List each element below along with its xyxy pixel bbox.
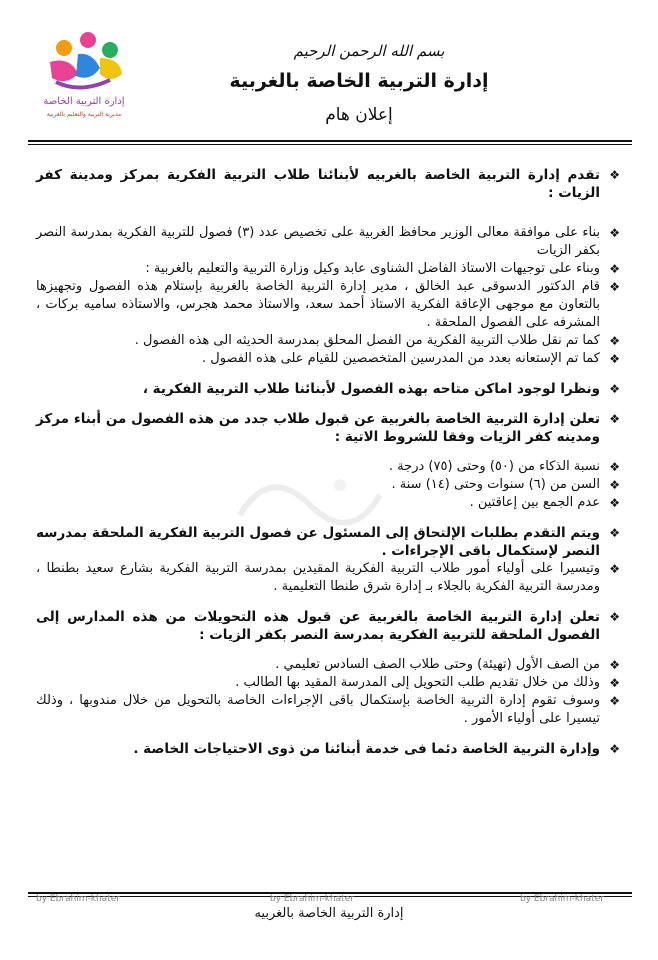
- announcement-label: إعلان هام: [325, 105, 393, 125]
- footer-text: إدارة التربية الخاصة بالغربيه: [254, 906, 404, 921]
- logo-title: إدارة التربية الخاصة: [43, 96, 125, 107]
- teachers-paragraph: ❖ كما تم الإستعانه بعدد من المدرسين المتخصصين للقيام على هذه الفصول .: [36, 350, 620, 368]
- condition-age: ❖ السن من (٦) سنوات وحتى (١٤) سنة .: [36, 476, 620, 494]
- condition-iq: ❖ نسبة الذكاء من (٥٠) وحتى (٧٥) درجة .: [36, 458, 620, 476]
- footer-watermark-left: by Ebrahim-khater: [36, 894, 120, 904]
- page-title: إدارة التربية الخاصة بالغربية: [229, 70, 489, 92]
- special-education-logo: [30, 28, 138, 120]
- admission-paragraph: ❖ تعلن إدارة التربية الخاصة بالغربية عن قبول طلاب جدد من هذه الفصول من أبناء مركز ومدينه كفر الزيات وفقا للشروط الاتية :: [36, 410, 620, 446]
- transfer-request: ❖ وذلك من خلال تقديم طلب التحويل إلى المدرسة المقيد بها الطالب .: [36, 674, 620, 692]
- transfer-grades: ❖ من الصف الأول (تهيئة) وحتى طلاب الصف السادس تعليمي .: [36, 656, 620, 674]
- preparation-paragraph: ❖ قام الدكتور الدسوقى عبد الخالق ، مدير إدارة التربية الخاصة بالغربية بإستلام هذه الفصول وتجهيزها بالتعاون مع موجهى الإعاقة الفكرية الاستاذ أحمد سعد، والاستاذ محمد هجرس، والاستاذه ساميه بركات ، المشرفه على الفصول الملحقة .: [36, 278, 620, 332]
- transfers-paragraph: ❖ تعلن إدارة التربية الخاصة بالغربية عن قبول هذه التحويلات من هذه المدارس إلى الفصول الملحقة للتربية الفكرية بمدرسة النصر بكفر الزيات :: [36, 608, 620, 644]
- closing-paragraph: ❖ وإدارة التربية الخاصة دئما فى خدمة أبنائنا من ذوى الاحتياجات الخاصة .: [36, 740, 620, 758]
- basmala: بسم الله الرحمن الرحيم: [293, 42, 445, 60]
- decision-paragraph: ❖ بناء على موافقة معالى الوزير محافظ الغربية على تخصيص عدد (٣) فصول للتربية الفكرية بمدرسة النصر بكفر الزيات: [36, 224, 620, 260]
- announcement-body: [36, 166, 620, 758]
- footer-watermark-center: by Ebrahim-khater: [270, 894, 354, 904]
- transfer-paragraph: ❖ كما تم نقل طلاب التربية الفكرية من الفصل المحلق بمدرسة الحديثه الى هذه الفصول .: [36, 332, 620, 350]
- application-paragraph: ❖ ويتم التقدم بطلبات الإلتحاق إلى المسئول عن فصول التربية الفكرية الملحقة بمدرسه النصر لإستكمال باقى الإجراءات .: [36, 524, 620, 560]
- intro-paragraph: ❖ تقدم إدارة التربية الخاصة بالغربيه لأبنائنا طلاب التربية الفكرية بمركز ومدينة كفر الزيات :: [36, 166, 620, 202]
- availability-paragraph: ❖ ونظرا لوجود اماكن متاحه بهذه الفصول لأبنائنا طلاب التربية الفكرية ،: [36, 380, 620, 398]
- directives-paragraph: ❖ وبناء على توجيهات الاستاذ الفاضل الشناوى عابد وكيل وزارة التربية والتعليم بالغربية :: [36, 260, 620, 278]
- transfer-procedures: ❖ وسوف تقوم إدارة التربية الخاصة بإستكمال باقى الإجراءات الخاصة بالتحويل من خلال مندوبها ، وذلك تيسيرا على أولياء الأمور .: [36, 692, 620, 728]
- footer-watermark-right: by Ebrahim-khater: [520, 894, 604, 904]
- logo-subtitle: مديرية التربية والتعليم بالغربية: [46, 111, 122, 118]
- condition-disability: ❖ عدم الجمع بين إعاقتين .: [36, 494, 620, 512]
- header-divider: [28, 140, 632, 142]
- header-divider-thin: [28, 144, 632, 145]
- facilitation-paragraph: ❖ وتيسيرا على أولياء أمور طلاب التربية الفكرية المقيدين بمدرسة التربية الفكرية بشارع سعيد بطنطا ، ومدرسة التربية الفكرية بالجلاء بـ إدارة شرق طنطا التعليمية .: [36, 560, 620, 596]
